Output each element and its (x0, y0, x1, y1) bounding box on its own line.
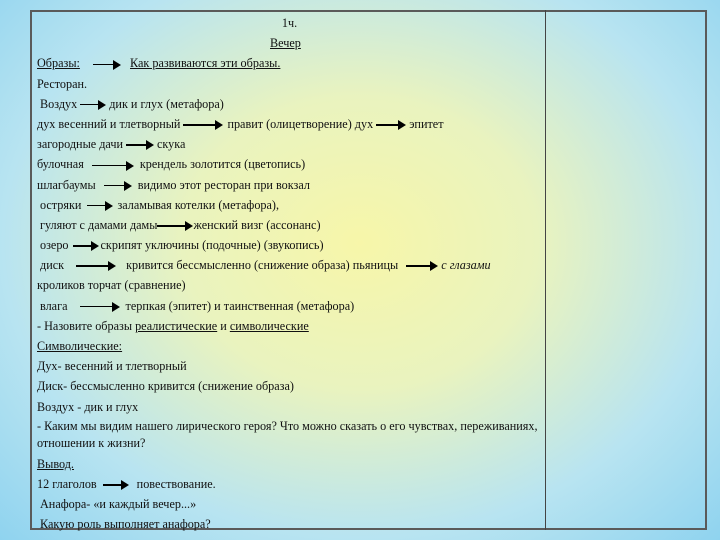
imagery-right: скука (157, 137, 186, 152)
images-line (37, 53, 542, 73)
imagery-row (37, 255, 542, 275)
imagery-left: дух весенний и тлетворный (37, 116, 181, 131)
title-line (37, 33, 542, 53)
hero-question-text: - Каким мы видим нашего лирического героя? Что можно сказать о его чувствах, переживаниях, отношении к жизни? (37, 418, 538, 450)
imagery-row (37, 296, 542, 316)
conclusion-heading-text: Вывод. (37, 456, 74, 471)
imagery-left: Воздух (40, 96, 78, 111)
imagery-row (37, 195, 542, 215)
imagery-left: диск (40, 258, 65, 273)
conclusion-heading (37, 454, 542, 474)
arrow-icon (73, 241, 99, 251)
arrow-icon (126, 140, 154, 150)
arrow-icon (183, 120, 223, 130)
imagery-continued: кроликов торчат (сравнение) (37, 278, 186, 293)
symbolic-item-text: Диск- бессмысленно кривится (снижение образа) (37, 379, 294, 394)
lesson-notes (37, 13, 542, 535)
symbolic-heading (37, 336, 542, 356)
imagery-right: дик и глух (метафора) (109, 96, 224, 111)
arrow-icon (80, 302, 120, 312)
anaphora-line (37, 494, 542, 514)
imagery-right: крендель золотится (цветопись) (139, 157, 306, 172)
imagery-right: видимо этот ресторан при вокзал (137, 177, 310, 192)
imagery-left: остряки (40, 197, 82, 212)
imagery-right: кривится бессмысленно (снижение образа) пьяницы (126, 258, 399, 273)
task-prefix: - Назовите образы (37, 318, 136, 333)
arrow-icon (157, 221, 193, 231)
images-question: Как развиваются эти образы. (130, 56, 281, 71)
symbolic-item (37, 397, 542, 417)
imagery-row (37, 175, 542, 195)
arrow-icon (93, 60, 121, 70)
imagery-row (37, 134, 542, 154)
arrow-icon (87, 201, 113, 211)
symbolic-item (37, 356, 542, 376)
restaurant-line (37, 74, 542, 94)
arrow-icon (104, 181, 132, 191)
symbolic-item-text: Дух- весенний и тлетворный (37, 359, 187, 374)
symbolic-item (37, 376, 542, 396)
part-label (37, 13, 542, 33)
hero-question (37, 417, 542, 454)
imagery-row (37, 215, 542, 235)
imagery-left: озеро (40, 238, 69, 253)
anaphora-question (37, 514, 542, 534)
imagery-right: терпкая (эпитет) и таинственная (метафора) (125, 298, 355, 313)
task-line (37, 316, 542, 336)
part-label-text: 1ч. (281, 16, 298, 30)
task-and: и (217, 318, 230, 333)
conclusion-left: 12 глаголов (37, 476, 97, 491)
conclusion-right: повествование. (136, 476, 216, 491)
imagery-row (37, 154, 542, 174)
page-title: Вечер (270, 36, 301, 51)
arrow-icon (406, 261, 438, 271)
arrow-icon (92, 161, 134, 171)
arrow-icon (103, 480, 129, 490)
conclusion-line (37, 474, 542, 494)
anaphora-text: Анафора- «и каждый вечер...» (40, 497, 197, 512)
imagery-extra: эпитет (409, 116, 444, 131)
imagery-left: булочная (37, 157, 84, 172)
imagery-row (37, 275, 542, 295)
imagery-row (37, 114, 542, 134)
symbolic-heading-text: Символические: (37, 339, 123, 353)
imagery-right: заламывая котелки (метафора), (117, 197, 280, 212)
imagery-right: женский визг (ассонанс) (193, 217, 321, 232)
arrow-icon (80, 100, 106, 110)
imagery-left: загородные дачи (37, 137, 123, 152)
symbolic-item-text: Воздух - дик и глух (37, 399, 139, 414)
restaurant-text: Ресторан. (37, 76, 88, 91)
imagery-right: правит (олицетворение) дух (227, 116, 374, 131)
imagery-right: скрипят уключины (подочные) (звукопись) (100, 238, 324, 253)
imagery-row (37, 94, 542, 114)
arrow-icon (376, 120, 406, 130)
images-label: Образы: (37, 56, 80, 71)
anaphora-question-text: Какую роль выполняет анафора? (40, 517, 211, 532)
arrow-icon (76, 261, 116, 271)
imagery-row (37, 235, 542, 255)
imagery-extra: с глазами (441, 258, 491, 273)
imagery-left: влага (40, 298, 68, 313)
task-realistic: реалистические (135, 318, 218, 333)
task-symbolic: символические (229, 318, 309, 333)
column-divider (545, 10, 546, 530)
imagery-left: шлагбаумы (37, 177, 96, 192)
imagery-left: гуляют с дамами дамы (40, 217, 158, 232)
